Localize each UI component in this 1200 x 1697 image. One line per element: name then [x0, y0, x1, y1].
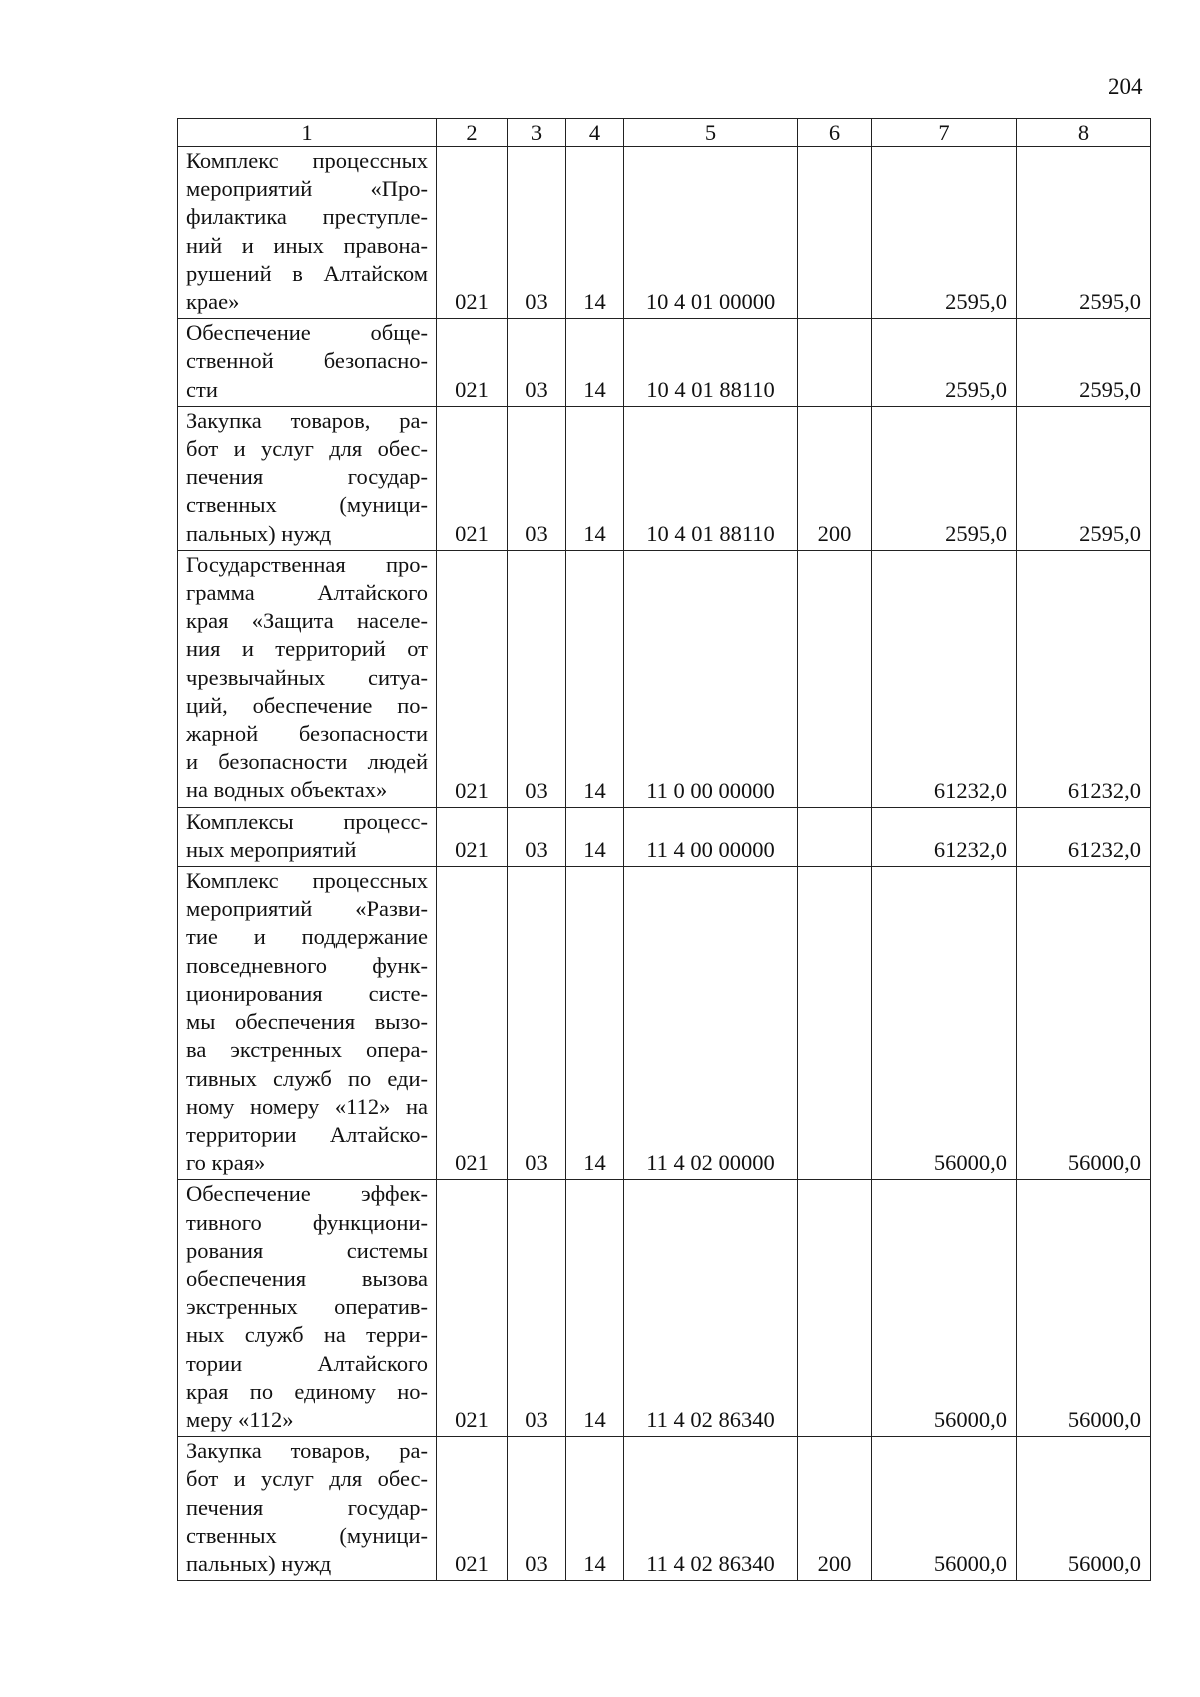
admin-code-cell: 021: [437, 807, 508, 866]
item-name-line: и безопасности людей: [186, 749, 428, 775]
item-name-line: ний и иных правона-: [186, 232, 428, 258]
item-name-line: печения государ-: [186, 464, 428, 490]
item-name-line: ных мероприятий: [186, 836, 357, 862]
item-name-cell: [178, 867, 437, 1180]
subsection-cell: 14: [566, 406, 624, 550]
amount-cell: 2595,0: [1017, 319, 1151, 407]
admin-code-cell: 021: [437, 1180, 508, 1437]
amount-cell: 56000,0: [1017, 1180, 1151, 1437]
amount-cell: 61232,0: [872, 807, 1017, 866]
table-row: [178, 1180, 1151, 1437]
item-name-line: сти: [186, 376, 218, 402]
table-row: [178, 406, 1151, 550]
item-name-line: ционирования систе-: [186, 980, 428, 1006]
item-name-cell: [178, 1437, 437, 1581]
item-name-line: ственных (муници-: [186, 1522, 428, 1548]
column-header: 1: [178, 119, 437, 147]
subsection-cell: 14: [566, 867, 624, 1180]
admin-code-cell: 021: [437, 319, 508, 407]
subsection-cell: 14: [566, 1180, 624, 1437]
item-name-line: ций, обеспечение по-: [186, 692, 428, 718]
column-header: 2: [437, 119, 508, 147]
amount-cell: 56000,0: [872, 867, 1017, 1180]
section-cell: 03: [508, 807, 566, 866]
item-name-cell: [178, 550, 437, 807]
item-name-line: тивного функциони-: [186, 1209, 428, 1235]
target-article-cell: 10 4 01 88110: [624, 406, 798, 550]
item-name-line: ному номеру «112» на: [186, 1093, 428, 1119]
item-name-line: повседневного функ-: [186, 952, 428, 978]
expense-type-cell: 200: [798, 1437, 872, 1581]
item-name-line: рования системы: [186, 1237, 428, 1263]
table-row: [178, 147, 1151, 319]
expense-type-cell: [798, 807, 872, 866]
item-name-line: ных служб на терри-: [186, 1322, 428, 1348]
target-article-cell: 11 4 02 86340: [624, 1437, 798, 1581]
item-name-line: бот и услуг для обес-: [186, 1466, 428, 1492]
item-name-line: пальных) нужд: [186, 1550, 332, 1576]
item-name-line: территории Алтайско-: [186, 1121, 428, 1147]
item-name-line: ва экстренных опера-: [186, 1037, 428, 1063]
item-name-line: ния и территорий от: [186, 636, 428, 662]
item-name-line: обеспечения вызова: [186, 1265, 428, 1291]
column-header: 5: [624, 119, 798, 147]
section-cell: 03: [508, 147, 566, 319]
item-name-cell: [178, 1180, 437, 1437]
target-article-cell: 11 4 00 00000: [624, 807, 798, 866]
expense-type-cell: [798, 147, 872, 319]
amount-cell: 2595,0: [872, 319, 1017, 407]
header-row: [178, 119, 1151, 147]
item-name-line: печения государ-: [186, 1494, 428, 1520]
amount-cell: 56000,0: [872, 1437, 1017, 1581]
item-name-line: края по единому но-: [186, 1378, 428, 1404]
section-cell: 03: [508, 1437, 566, 1581]
amount-cell: 61232,0: [1017, 550, 1151, 807]
amount-cell: 61232,0: [1017, 807, 1151, 866]
expense-type-cell: [798, 1180, 872, 1437]
item-name-line: крае»: [186, 289, 240, 315]
admin-code-cell: 021: [437, 147, 508, 319]
item-name-line: грамма Алтайского: [186, 580, 428, 606]
column-header: 7: [872, 119, 1017, 147]
admin-code-cell: 021: [437, 1437, 508, 1581]
item-name-line: Закупка товаров, ра-: [186, 1438, 428, 1464]
column-header: 8: [1017, 119, 1151, 147]
item-name-line: Обеспечение обще-: [186, 320, 428, 346]
amount-cell: 56000,0: [1017, 867, 1151, 1180]
item-name-cell: [178, 147, 437, 319]
amount-cell: 2595,0: [1017, 147, 1151, 319]
column-header: 4: [566, 119, 624, 147]
item-name-line: на водных объектах»: [186, 777, 388, 803]
item-name-line: ственных (муници-: [186, 492, 428, 518]
table-row: [178, 550, 1151, 807]
target-article-cell: 10 4 01 88110: [624, 319, 798, 407]
table-row: [178, 1437, 1151, 1581]
expense-type-cell: [798, 319, 872, 407]
budget-table: [177, 118, 1151, 1581]
item-name-line: Комплекс процессных: [186, 148, 428, 173]
item-name-cell: [178, 406, 437, 550]
subsection-cell: 14: [566, 807, 624, 866]
admin-code-cell: 021: [437, 867, 508, 1180]
section-cell: 03: [508, 550, 566, 807]
amount-cell: 2595,0: [872, 147, 1017, 319]
item-name-line: го края»: [186, 1150, 266, 1176]
section-cell: 03: [508, 406, 566, 550]
section-cell: 03: [508, 319, 566, 407]
expense-type-cell: [798, 867, 872, 1180]
item-name-line: пальных) нужд: [186, 520, 332, 546]
expense-type-cell: [798, 550, 872, 807]
amount-cell: 2595,0: [1017, 406, 1151, 550]
amount-cell: 61232,0: [872, 550, 1017, 807]
admin-code-cell: 021: [437, 406, 508, 550]
table-row: [178, 867, 1151, 1180]
item-name-line: Комплексы процесс-: [186, 808, 428, 834]
item-name-line: меру «112»: [186, 1406, 294, 1432]
item-name-cell: [178, 319, 437, 407]
item-name-line: жарной безопасности: [186, 721, 428, 747]
column-header: 6: [798, 119, 872, 147]
section-cell: 03: [508, 867, 566, 1180]
admin-code-cell: 021: [437, 550, 508, 807]
item-name-line: филактика преступле-: [186, 204, 428, 230]
item-name-line: края «Защита населе-: [186, 608, 428, 634]
column-header: 3: [508, 119, 566, 147]
table-row: [178, 319, 1151, 407]
amount-cell: 56000,0: [1017, 1437, 1151, 1581]
item-name-line: Комплекс процессных: [186, 868, 428, 894]
target-article-cell: 11 4 02 86340: [624, 1180, 798, 1437]
item-name-line: мы обеспечения вызо-: [186, 1009, 428, 1035]
item-name-line: тие и поддержание: [186, 924, 428, 950]
page-number: 204: [1108, 74, 1143, 99]
item-name-line: мероприятий «Разви-: [186, 896, 428, 922]
expense-type-cell: 200: [798, 406, 872, 550]
subsection-cell: 14: [566, 319, 624, 407]
item-name-line: тивных служб по еди-: [186, 1065, 428, 1091]
target-article-cell: 10 4 01 00000: [624, 147, 798, 319]
item-name-line: рушений в Алтайском: [186, 260, 428, 286]
table-body: [178, 147, 1151, 1581]
item-name-line: экстренных оператив-: [186, 1294, 428, 1320]
amount-cell: 2595,0: [872, 406, 1017, 550]
target-article-cell: 11 0 00 00000: [624, 550, 798, 807]
item-name-line: бот и услуг для обес-: [186, 436, 428, 462]
item-name-line: чрезвычайных ситуа-: [186, 664, 428, 690]
item-name-line: Государственная про-: [186, 551, 428, 577]
item-name-line: ственной безопасно-: [186, 348, 428, 374]
item-name-line: Закупка товаров, ра-: [186, 407, 428, 433]
table-row: [178, 807, 1151, 866]
item-name-cell: [178, 807, 437, 866]
subsection-cell: 14: [566, 1437, 624, 1581]
item-name-line: мероприятий «Про-: [186, 176, 428, 202]
amount-cell: 56000,0: [872, 1180, 1017, 1437]
subsection-cell: 14: [566, 147, 624, 319]
item-name-line: тории Алтайского: [186, 1350, 428, 1376]
subsection-cell: 14: [566, 550, 624, 807]
section-cell: 03: [508, 1180, 566, 1437]
item-name-line: Обеспечение эффек-: [186, 1181, 428, 1207]
target-article-cell: 11 4 02 00000: [624, 867, 798, 1180]
